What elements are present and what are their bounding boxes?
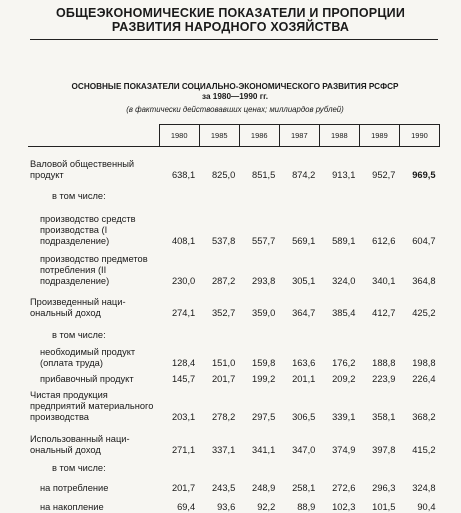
value-cell xyxy=(279,456,319,474)
value-cell: 223,9 xyxy=(372,373,396,384)
value-cell xyxy=(399,456,439,474)
value-cell: 412,7 xyxy=(372,307,396,318)
value-cell xyxy=(199,319,239,341)
value-cell: 101,5 xyxy=(372,501,396,512)
value-cell: 248,9 xyxy=(252,482,276,493)
year-header: 1987 xyxy=(279,125,319,147)
value-cell: 226,4 xyxy=(412,373,436,384)
row-label: в том числе: xyxy=(52,462,106,473)
table-title-line-1: ОСНОВНЫЕ ПОКАЗАТЕЛИ СОЦИАЛЬНО-ЭКОНОМИЧЕСКОГО РАЗВИТИЯ РСФСР xyxy=(71,82,399,91)
value-cell: 201,7 xyxy=(211,373,236,384)
value-cell: 874,2 xyxy=(292,169,316,180)
row-label: прибавочный продукт xyxy=(40,373,134,384)
value-cell: 297,5 xyxy=(252,411,276,422)
value-cell: 203,1 xyxy=(171,411,196,422)
value-cell: 569,1 xyxy=(292,235,316,246)
value-cell xyxy=(359,181,399,202)
header-blank-cell xyxy=(28,125,159,147)
value-cell xyxy=(239,181,279,202)
value-cell: 199,2 xyxy=(252,373,276,384)
year-header: 1980 xyxy=(159,125,199,147)
value-cell: 258,1 xyxy=(292,482,316,493)
value-cell: 604,7 xyxy=(412,235,436,246)
row-label: Валовой общественный продукт xyxy=(30,158,135,180)
value-cell: 293,8 xyxy=(252,275,276,286)
value-cell: 102,3 xyxy=(332,501,356,512)
value-cell: 69,4 xyxy=(177,501,196,512)
row-label: производство средств производства (I подразделение) xyxy=(40,213,136,246)
value-cell: 88,9 xyxy=(297,501,316,512)
value-cell: 352,7 xyxy=(211,307,236,318)
value-cell: 163,6 xyxy=(292,357,316,368)
row-label: Произведенный национальный доход xyxy=(30,296,126,318)
indicators-table xyxy=(28,124,440,513)
value-cell: 969,5 xyxy=(412,169,436,180)
year-header: 1989 xyxy=(359,125,399,147)
table-row xyxy=(28,341,440,369)
value-cell: 347,0 xyxy=(292,444,316,455)
value-cell: 358,1 xyxy=(372,411,396,422)
value-cell: 364,7 xyxy=(292,307,316,318)
value-cell: 341,1 xyxy=(252,444,276,455)
value-cell: 374,9 xyxy=(332,444,356,455)
value-cell: 425,2 xyxy=(412,307,436,318)
value-cell xyxy=(159,319,199,341)
page-header xyxy=(0,6,461,34)
table-row xyxy=(28,181,440,202)
value-cell: 201,7 xyxy=(171,482,196,493)
row-label: на накопление xyxy=(40,501,104,512)
value-cell: 557,7 xyxy=(252,235,276,246)
table-row xyxy=(28,369,440,385)
value-cell xyxy=(319,456,359,474)
table-row xyxy=(28,423,440,456)
value-cell: 278,2 xyxy=(211,411,236,422)
value-cell: 274,1 xyxy=(171,307,196,318)
value-cell: 90,4 xyxy=(417,501,436,512)
table-row xyxy=(28,287,440,319)
value-cell xyxy=(159,456,199,474)
value-cell xyxy=(319,181,359,202)
value-cell: 913,1 xyxy=(332,169,356,180)
row-label: в том числе: xyxy=(52,329,106,340)
value-cell xyxy=(159,181,199,202)
value-cell: 589,1 xyxy=(332,235,356,246)
value-cell xyxy=(199,181,239,202)
value-cell: 612,6 xyxy=(372,235,396,246)
header-rule xyxy=(30,39,438,40)
value-cell xyxy=(279,319,319,341)
value-cell: 306,5 xyxy=(292,411,316,422)
value-cell xyxy=(399,319,439,341)
value-cell: 128,4 xyxy=(171,357,196,368)
value-cell: 230,0 xyxy=(171,275,196,286)
table-title xyxy=(30,82,440,115)
value-cell: 243,5 xyxy=(211,482,236,493)
table-row xyxy=(28,474,440,494)
value-cell: 952,7 xyxy=(372,169,396,180)
header-line-2: РАЗВИТИЯ НАРОДНОГО ХОЗЯЙСТВА xyxy=(111,20,350,34)
value-cell: 638,1 xyxy=(171,169,196,180)
year-header: 1988 xyxy=(319,125,359,147)
value-cell: 851,5 xyxy=(252,169,276,180)
value-cell: 359,0 xyxy=(252,307,276,318)
value-cell: 324,8 xyxy=(412,482,436,493)
value-cell: 159,8 xyxy=(252,357,276,368)
value-cell: 368,2 xyxy=(412,411,436,422)
value-cell: 92,2 xyxy=(257,501,276,512)
row-label: необходимый продукт (оплата труда) xyxy=(40,346,136,368)
value-cell: 188,8 xyxy=(372,357,396,368)
value-cell: 296,3 xyxy=(372,482,396,493)
year-header: 1985 xyxy=(199,125,239,147)
table-row xyxy=(28,494,440,513)
value-cell: 145,7 xyxy=(171,373,196,384)
row-label: Использованный национальный доход xyxy=(30,433,130,455)
value-cell: 340,1 xyxy=(372,275,396,286)
row-label: в том числе: xyxy=(52,190,106,201)
value-cell: 537,8 xyxy=(211,235,236,246)
row-label: Чистая продукция предприятий материального производства xyxy=(30,389,154,422)
value-cell xyxy=(359,456,399,474)
year-header: 1986 xyxy=(239,125,279,147)
table-row xyxy=(28,385,440,423)
value-cell: 415,2 xyxy=(412,444,436,455)
value-cell: 176,2 xyxy=(332,357,356,368)
value-cell xyxy=(199,456,239,474)
value-cell: 93,6 xyxy=(217,501,236,512)
year-header: 1990 xyxy=(399,125,439,147)
row-label: производство предметов потребления (II подразделение) xyxy=(40,253,148,286)
value-cell xyxy=(399,181,439,202)
row-label: на потребление xyxy=(40,482,109,493)
value-cell xyxy=(239,319,279,341)
value-cell: 337,1 xyxy=(211,444,236,455)
value-cell: 305,1 xyxy=(292,275,316,286)
header-line-1: ОБЩЕЭКОНОМИЧЕСКИЕ ПОКАЗАТЕЛИ И ПРОПОРЦИИ xyxy=(55,6,406,20)
table-title-line-2: за 1980—1990 гг. xyxy=(202,92,268,101)
value-cell: 151,0 xyxy=(211,357,236,368)
table-row xyxy=(28,147,440,181)
value-cell: 198,8 xyxy=(412,357,436,368)
value-cell: 209,2 xyxy=(332,373,356,384)
value-cell: 397,8 xyxy=(372,444,396,455)
value-cell: 339,1 xyxy=(332,411,356,422)
value-cell: 324,0 xyxy=(332,275,356,286)
value-cell xyxy=(239,456,279,474)
table-row xyxy=(28,456,440,474)
table-row xyxy=(28,247,440,287)
value-cell: 272,6 xyxy=(332,482,356,493)
value-cell: 201,1 xyxy=(292,373,316,384)
value-cell: 408,1 xyxy=(171,235,196,246)
value-cell: 287,2 xyxy=(211,275,236,286)
value-cell xyxy=(359,319,399,341)
table-row xyxy=(28,202,440,247)
value-cell: 825,0 xyxy=(211,169,236,180)
table-note: (в фактически действовавших ценах; миллиардов рублей) xyxy=(126,105,344,114)
year-header-row xyxy=(28,125,440,147)
value-cell: 385,4 xyxy=(332,307,356,318)
value-cell: 364,8 xyxy=(412,275,436,286)
value-cell: 271,1 xyxy=(171,444,196,455)
value-cell xyxy=(279,181,319,202)
value-cell xyxy=(319,319,359,341)
table-row xyxy=(28,319,440,341)
